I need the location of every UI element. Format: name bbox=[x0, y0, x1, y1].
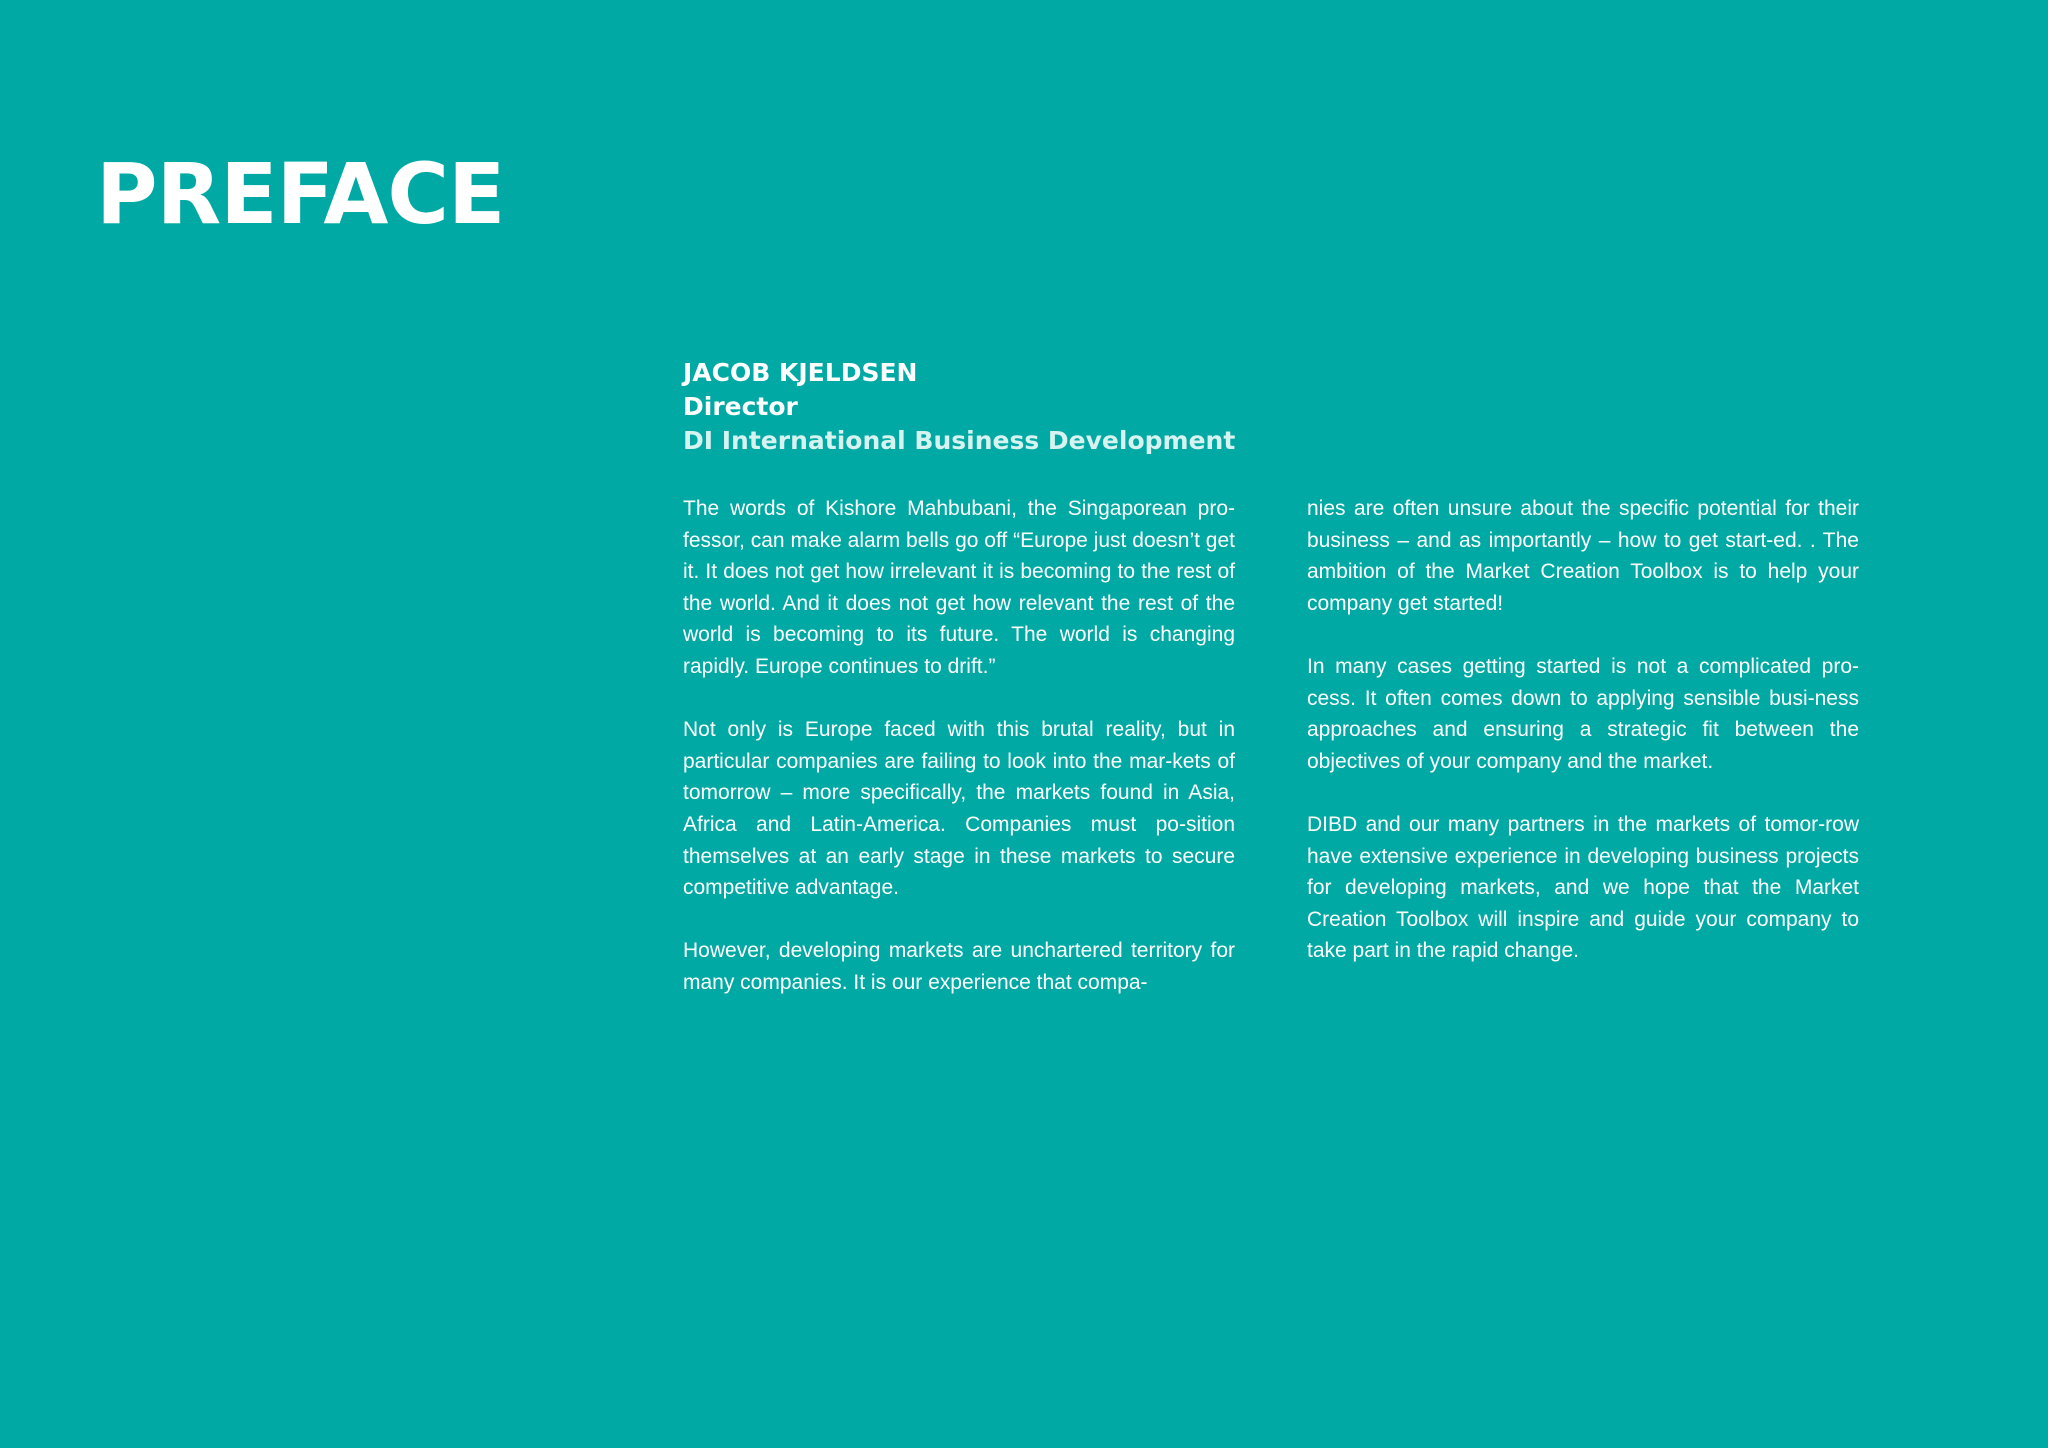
paragraph: However, developing markets are unchartered territory for many companies. It is our experience that compa- bbox=[683, 939, 1235, 994]
text-column-left bbox=[683, 493, 1235, 1030]
paragraph: In many cases getting started is not a complicated pro-cess. It often comes down to applying sensible busi-ness approaches and ensuring a strategic fit between the objectives of your company and the market. bbox=[1307, 654, 1859, 773]
paragraph: nies are often unsure about the specific potential for their business – and as importantly – how to get start-ed. . The ambition of the Market Creation Toolbox is to help your company get started! bbox=[1307, 497, 1859, 615]
paragraph: DIBD and our many partners in the markets of tomor-row have extensive experience in developing business projects for developing markets, and we hope that the Market Creation Toolbox will inspire and guide your company to take part in the rapid change. bbox=[1307, 812, 1859, 963]
author-name: JACOB KJELDSEN bbox=[683, 358, 918, 387]
page-title: PREFACE bbox=[96, 145, 505, 243]
author-organization: DI International Business Development bbox=[683, 426, 1236, 455]
author-block bbox=[683, 356, 1383, 458]
text-column-right bbox=[1307, 493, 1859, 999]
paragraph: The words of Kishore Mahbubani, the Singaporean pro-fessor, can make alarm bells go off “Europe just doesn’t get it. It does not get how irrelevant it is becoming to the rest of the world. And it does not get how relevant the rest of the world is becoming to its future. The world is changing rapidly. Europe continues to drift.” bbox=[683, 497, 1235, 678]
author-role: Director bbox=[683, 392, 798, 421]
paragraph: Not only is Europe faced with this brutal reality, but in particular companies are failing to look into the mar-kets of tomorrow – more specifically, the markets found in Asia, Africa and Latin-America. Companies must po-sition themselves at an early stage in these markets to secure competitive advantage. bbox=[683, 718, 1235, 900]
